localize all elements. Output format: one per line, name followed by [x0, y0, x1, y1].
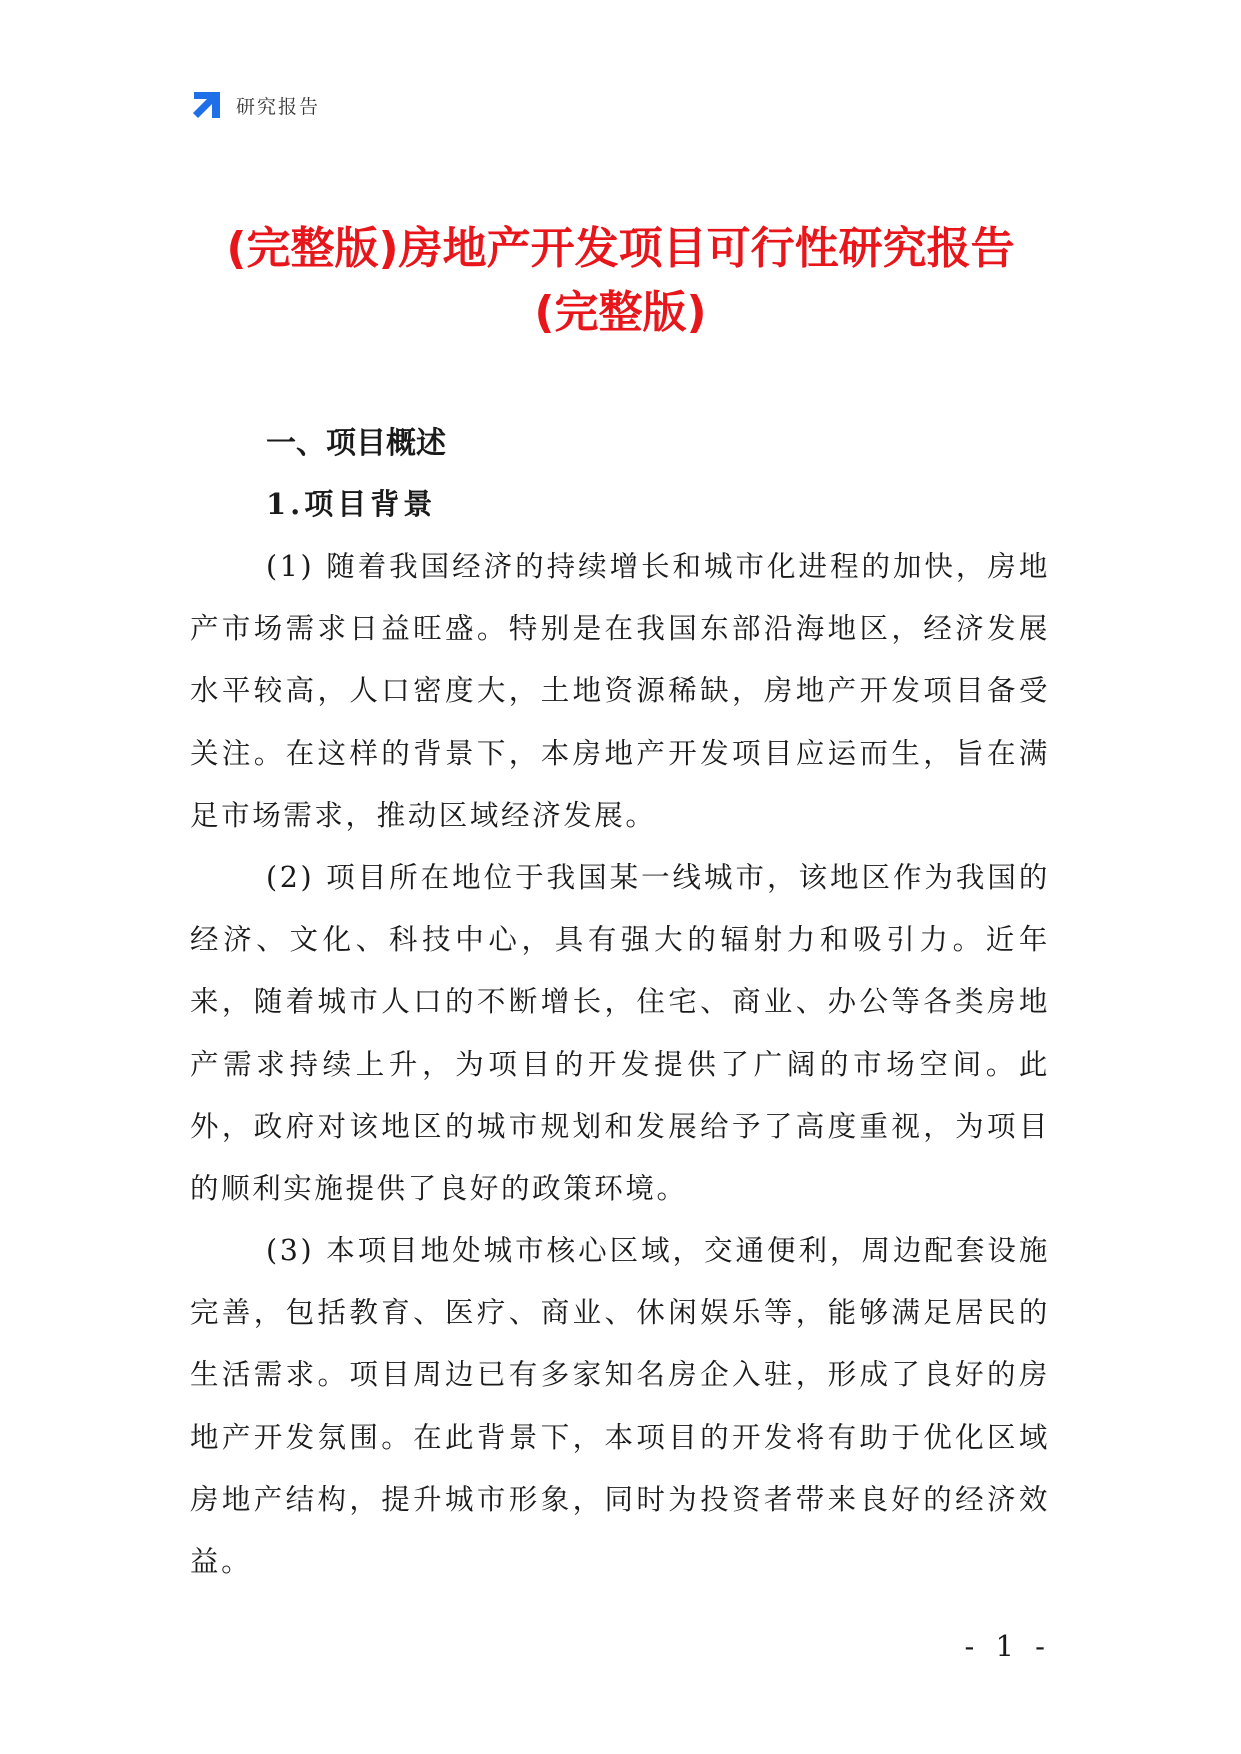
- paragraph-3: (3) 本项目地处城市核心区域，交通便利，周边配套设施完善，包括教育、医疗、商业、休闲娱乐等，能够满足居民的生活需求。项目周边已有多家知名房企入驻，形成了良好的房地产开发氛围。在此背景下，本项目的开发将有助于优化区域房地产结构，提升城市形象，同时为投资者带来良好的经济效益。: [190, 1234, 1050, 1579]
- arrow-up-right-icon: [190, 88, 224, 122]
- subsection-heading: 1.项目背景: [266, 487, 437, 521]
- page-number: - 1 -: [964, 1629, 1051, 1663]
- document-title-line-2: (完整版): [534, 287, 707, 338]
- report-header: [190, 88, 320, 122]
- paragraph-2: (2) 项目所在地位于我国某一线城市，该地区作为我国的经济、文化、科技中心，具有强大的辐射力和吸引力。近年来，随着城市人口的不断增长，住宅、商业、办公等各类房地产需求持续上升，为项目的开发提供了广阔的市场空间。此外，政府对该地区的城市规划和发展给予了高度重视，为项目的顺利实施提供了良好的政策环境。: [190, 861, 1050, 1206]
- paragraph-1: (1) 随着我国经济的持续增长和城市化进程的加快，房地产市场需求日益旺盛。特别是在我国东部沿海地区，经济发展水平较高，人口密度大，土地资源稀缺，房地产开发项目备受关注。在这样的背景下，本房地产开发项目应运而生，旨在满足市场需求，推动区域经济发展。: [190, 550, 1050, 832]
- section-heading: 一、项目概述: [266, 426, 446, 461]
- header-label: 研究报告: [236, 95, 321, 118]
- document-title-line-1: (完整版)房地产开发项目可行性研究报告: [226, 223, 1015, 274]
